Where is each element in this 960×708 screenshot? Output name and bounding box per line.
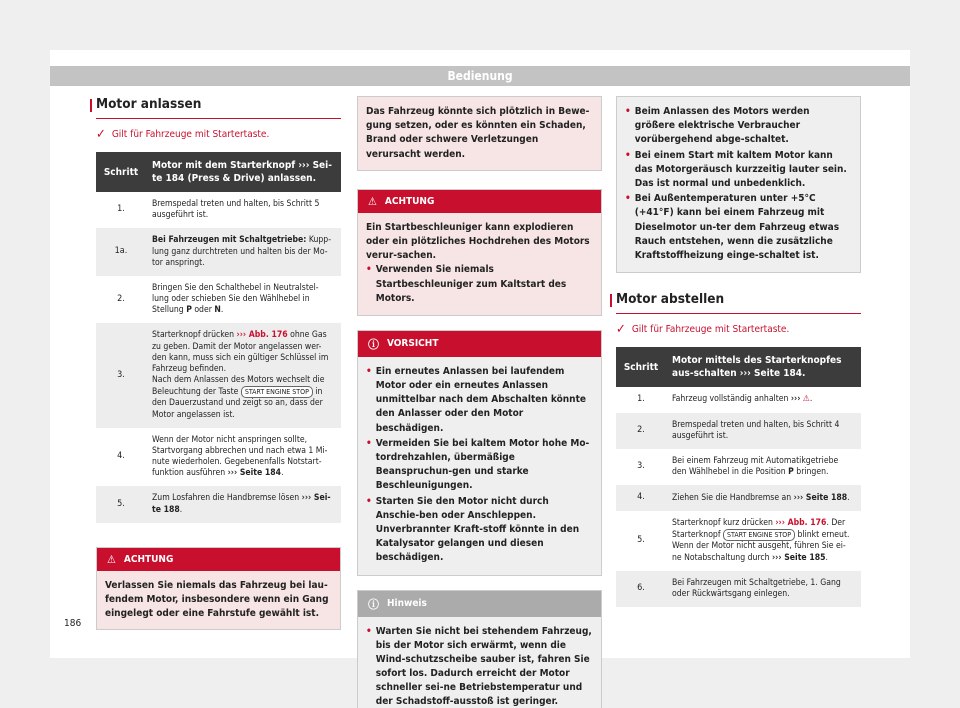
table-row <box>96 428 341 487</box>
step-number: 4. <box>616 485 666 511</box>
caution-header <box>358 331 601 357</box>
step-text-body: Kupp-lung ganz durchtreten und halten bis der Mo-tor anspringt. <box>152 235 332 268</box>
caution-circle-icon: ⓘ <box>368 337 379 351</box>
col-header-desc-prefix: Motor mit dem Starterknopf <box>152 160 296 171</box>
step-number: 5. <box>96 486 146 522</box>
step-text-1: Starterknopf drücken <box>152 330 235 341</box>
step-number: 6. <box>616 571 666 607</box>
warning-box <box>96 547 341 631</box>
warning-text: Ein Startbeschleuniger kann explodieren oder ein plötzliches Hochdrehen des Motors verur-sachen. <box>366 221 590 262</box>
step-number: 2. <box>616 413 666 449</box>
col-header-step: Schritt <box>96 152 146 192</box>
step-text <box>666 511 861 571</box>
note-box <box>357 590 602 708</box>
table-row <box>96 486 341 522</box>
bullet-icon: • <box>366 495 372 507</box>
figure-link[interactable]: ››› Abb. 176 <box>775 518 827 529</box>
bullet-text: Warten Sie nicht bei stehendem Fahrzeug, bis der Motor sich erwärmt, wenn die Wind-schutzscheibe sauber ist, fahren Sie sofort los. Dadurch erreicht der Motor schneller sei-ne Betriebstemperatur und der Schadstoff-ausstoß ist geringer. <box>375 625 592 708</box>
column-2 <box>357 96 602 708</box>
step-text-end: . <box>220 305 224 316</box>
bullet-text: Starten Sie den Motor nicht durch Anschie-ben oder Anschleppen. Unverbrannter Kraft-stoff könnte in den Katalysator gelangen und diesen beschädigen. <box>375 495 580 564</box>
start-engine-stop-key: START ENGINE STOP <box>723 529 795 541</box>
bullet-text: Bei Außentemperaturen unter +5°C (+41°F) kann bei einem Fahrzeug mit Dieselmotor un-ter dem Fahrzeug etwas Rauch entstehen, wenn die zusätzliche Kraftstoffheizung einge-schaltet ist. <box>634 193 840 261</box>
table-row <box>616 387 861 413</box>
warning-header <box>97 548 340 571</box>
caution-body <box>358 357 601 575</box>
step-text <box>666 449 861 485</box>
warning-box-2 <box>357 189 602 316</box>
check-icon: ✓ <box>96 127 106 142</box>
step-text-body: Bei einem Fahrzeug mit Automatikgetriebe den Wählhebel in die Position <box>672 456 839 478</box>
step-number: 1. <box>616 387 666 413</box>
step-text-body: Ziehen Sie die Handbremse an <box>672 492 792 503</box>
step-number: 1. <box>96 192 146 228</box>
step-text: Bremspedal treten und halten, bis Schritt 5 ausgeführt ist. <box>146 192 341 228</box>
step-number: 1a. <box>96 228 146 276</box>
list-item <box>366 365 593 436</box>
step-text <box>146 323 341 427</box>
note-body <box>358 617 601 708</box>
col-header-desc <box>146 152 341 192</box>
warning-body <box>358 213 601 315</box>
step-number: 3. <box>616 449 666 485</box>
list-item <box>366 625 593 708</box>
header-title: Bedienung <box>447 69 513 83</box>
applies-note <box>96 127 341 142</box>
note-continued <box>616 96 861 273</box>
step-text-2: . Der Starterknopf <box>672 518 846 541</box>
col-header-desc-suffix: . <box>802 368 806 380</box>
page-link[interactable]: ››› Sei-te 188 <box>152 493 331 515</box>
caution-box <box>357 330 602 576</box>
step-text: Bei Fahrzeugen mit Schaltgetriebe, 1. Gang oder Rückwärtsgang einlegen. <box>666 571 861 607</box>
step-text <box>666 485 861 511</box>
step-text <box>146 428 341 487</box>
step-number: 3. <box>96 323 146 427</box>
list-item <box>366 495 593 566</box>
warning-triangle-icon: ⚠ <box>368 194 377 208</box>
header-bar <box>50 66 910 86</box>
table-row <box>616 413 861 449</box>
page-link[interactable]: ››› Seite 184 <box>227 468 282 479</box>
warning-link[interactable]: ››› <box>790 394 801 405</box>
step-text <box>666 387 861 413</box>
col-header-desc <box>666 347 861 387</box>
bullet-icon: • <box>625 193 631 205</box>
info-icon: ⓘ <box>368 597 379 611</box>
step-text-body: Fahrzeug vollständig anhalten <box>672 394 789 405</box>
figure-link[interactable]: ››› Abb. 176 <box>236 330 288 341</box>
step-text-end: . <box>179 504 183 515</box>
step-text-1: Starterknopf kurz drücken <box>672 518 773 529</box>
bullet-icon: • <box>366 625 372 637</box>
list-item <box>625 105 852 148</box>
col-header-desc-suffix: (Press & Drive) anlassen. <box>187 173 316 184</box>
table-row <box>616 571 861 607</box>
section-title-motor-abstellen: Motor abstellen <box>616 291 861 314</box>
warning-text: Verlassen Sie niemals das Fahrzeug bei lau-fendem Motor, insbesondere wenn ein Gang eingelegt oder eine Fahrstufe gewählt ist. <box>97 571 340 630</box>
col-header-step: Schritt <box>616 347 666 387</box>
warning-triangle-icon: ⚠ <box>802 394 810 405</box>
bullet-icon: • <box>625 149 631 161</box>
bullet-text: Ein erneutes Anlassen bei laufendem Motor oder ein erneutes Anlassen unmittelbar nach dem Abschalten könnte den Anlasser oder den Motor beschädigen. <box>375 365 586 434</box>
page-number: 186 <box>64 618 82 629</box>
note-header <box>358 591 601 617</box>
step-text <box>146 486 341 522</box>
list-item <box>625 192 852 263</box>
bullet-icon: • <box>366 365 372 377</box>
bullet-icon: • <box>366 264 372 276</box>
page-link[interactable]: ››› Seite 185 <box>771 552 826 563</box>
page-link[interactable]: ››› Seite 188 <box>793 492 848 503</box>
note-label: Hinweis <box>387 598 427 609</box>
step-text-end: . <box>281 468 284 479</box>
step-text <box>146 228 341 276</box>
step-text-end: . <box>847 492 850 503</box>
step-text-body: Bringen Sie den Schalthebel in Neutralstel-lung oder schieben Sie den Wählhebel in Stellung <box>152 282 319 316</box>
step-text-2: ohne Gas zu geben. Damit der Motor angelassen wer-den kann, muss sich ein gültiger Schlüssel im Fahrzeug befinden. <box>152 330 329 374</box>
step-text-4: in den Dauerzustand und zeigt so an, dass der Motor angelassen ist. <box>152 387 323 420</box>
step-text-3: Nach dem Anlassen des Motors wechselt die Beleuchtung der Taste <box>152 375 325 398</box>
col-header-desc-prefix: Motor mittels des Starterknopfes aus-schalten <box>672 355 842 380</box>
applies-text: Gilt für Fahrzeuge mit Startertaste. <box>111 129 270 140</box>
step-text-end: bringen. <box>796 467 829 478</box>
column-1 <box>96 96 341 642</box>
warning-label: ACHTUNG <box>384 195 435 207</box>
warning-continued: Das Fahrzeug könnte sich plötzlich in Bewe-gung setzen, oder es könnten ein Schaden, Brand oder schwere Verletzungen verursacht werden. <box>357 96 602 171</box>
step-text-end: . <box>825 552 828 563</box>
bullet-icon: • <box>366 437 372 449</box>
step-text: Bremspedal treten und halten, bis Schritt 4 ausgeführt ist. <box>666 413 861 449</box>
table-row <box>96 228 341 276</box>
stop-steps-table <box>616 347 861 607</box>
table-row <box>616 449 861 485</box>
table-row <box>96 323 341 427</box>
step-text-3: blinkt erneut. Wenn der Motor nicht ausgeht, führen Sie ei-ne Notabschaltung durch <box>672 530 850 563</box>
step-text-end: . <box>809 394 813 405</box>
step-number: 5. <box>616 511 666 571</box>
table-row <box>96 192 341 228</box>
bullet-text: Verwenden Sie niemals Startbeschleuniger zum Kaltstart des Motors. <box>375 264 567 304</box>
section-title-motor-anlassen: Motor anlassen <box>96 96 341 119</box>
applies-note <box>616 322 861 337</box>
gear-p: P <box>186 305 192 316</box>
step-text-oder: oder <box>194 305 212 316</box>
applies-text: Gilt für Fahrzeuge mit Startertaste. <box>631 324 790 336</box>
col-header-desc-ref: ››› Sei-te 184 <box>152 160 332 184</box>
bullet-text: Beim Anlassen des Motors werden größere elektrische Verbraucher vorübergehend abge-schaltet. <box>634 106 810 146</box>
warning-label: ACHTUNG <box>123 553 174 565</box>
step-number: 4. <box>96 428 146 487</box>
gear-p: P <box>788 467 794 478</box>
step-text-body: Wenn der Motor nicht anspringen sollte, Startvorgang abbrechen und nach etwa 1 Mi-nute wiederholen. Gegebenenfalls Notstart-funktion ausführen <box>152 434 328 479</box>
table-row <box>616 511 861 571</box>
caution-label: VORSICHT <box>387 338 439 350</box>
bullet-icon: • <box>625 106 631 117</box>
step-bold-label: Bei Fahrzeugen mit Schaltgetriebe: <box>152 235 307 246</box>
list-item <box>366 263 593 306</box>
list-item <box>625 149 852 192</box>
gear-n: N <box>214 305 221 316</box>
table-row <box>96 276 341 324</box>
step-text-body: Zum Losfahren die Handbremse lösen <box>152 493 300 504</box>
check-icon: ✓ <box>616 322 626 338</box>
step-text <box>146 276 341 324</box>
step-number: 2. <box>96 276 146 324</box>
column-3 <box>616 96 861 607</box>
col-header-desc-ref: ››› Seite 184 <box>739 368 802 380</box>
bullet-text: Bei einem Start mit kaltem Motor kann das Motorgeräusch kurzzeitig lauter sein. Das ist normal und unbedenklich. <box>634 149 847 189</box>
warning-triangle-icon: ⚠ <box>107 552 116 566</box>
start-engine-stop-key: START ENGINE STOP <box>241 386 313 398</box>
bullet-text: Vermeiden Sie bei kaltem Motor hohe Mo-tordrehzahlen, übermäßige Beanspruchun-gen und starke Beschleunigungen. <box>375 437 590 492</box>
list-item <box>366 437 593 494</box>
warning-header <box>358 190 601 213</box>
start-steps-table <box>96 152 341 523</box>
table-row <box>616 485 861 511</box>
